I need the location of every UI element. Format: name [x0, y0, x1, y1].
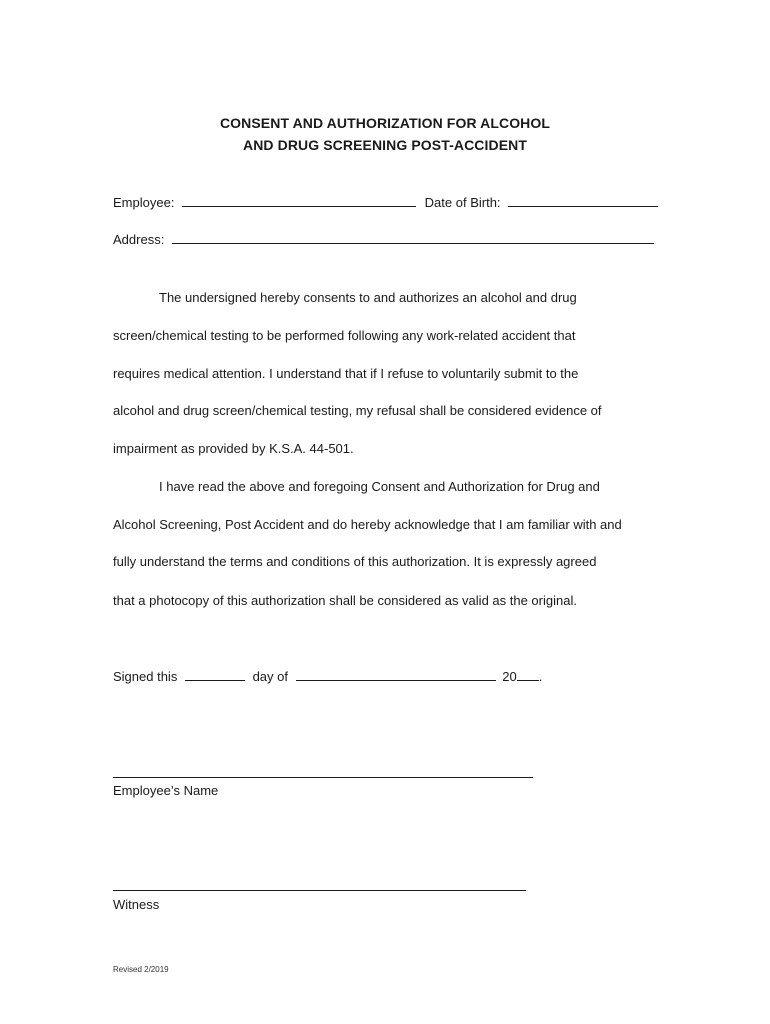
paragraph-1-line-3: requires medical attention. I understand that if I refuse to voluntarily submit to the: [113, 366, 579, 381]
address-row: [113, 231, 654, 249]
signed-day-field[interactable]: [185, 668, 245, 681]
revised-date: Revised 2/2019: [113, 965, 169, 974]
signed-this-label: Signed this: [113, 669, 178, 684]
paragraph-1-line-1: The undersigned hereby consents to and authorizes an alcohol and drug: [159, 290, 577, 305]
witness-signature-line[interactable]: [113, 890, 526, 891]
day-of-label: day of: [252, 669, 288, 684]
signed-year-field[interactable]: [517, 668, 539, 681]
paragraph-2-line-2: Alcohol Screening, Post Accident and do hereby acknowledge that I am familiar with and: [113, 517, 622, 532]
paragraph-2-line-4: that a photocopy of this authorization shall be considered as valid as the original.: [113, 593, 577, 608]
employee-name-signature-line[interactable]: [113, 777, 533, 778]
paragraph-1-line-5: impairment as provided by K.S.A. 44-501.: [113, 441, 354, 456]
paragraph-1-line-4: alcohol and drug screen/chemical testing, my refusal shall be considered evidence of: [113, 403, 602, 418]
employee-name-label: Employee’s Name: [113, 783, 219, 798]
dob-field[interactable]: [508, 194, 658, 207]
signed-period: .: [538, 669, 543, 684]
signed-month-field[interactable]: [296, 668, 496, 681]
signed-date-row: [113, 668, 542, 686]
employee-dob-row: [113, 194, 658, 212]
document-title-line-1: CONSENT AND AUTHORIZATION FOR ALCOHOL: [219, 115, 551, 131]
year-prefix: 20: [502, 669, 517, 684]
address-field[interactable]: [172, 231, 654, 244]
witness-label: Witness: [113, 897, 160, 912]
employee-field[interactable]: [182, 194, 416, 207]
dob-label: Date of Birth:: [424, 195, 501, 210]
employee-label: Employee:: [113, 195, 175, 210]
document-title-line-2: AND DRUG SCREENING POST-ACCIDENT: [243, 137, 527, 153]
address-label: Address:: [113, 232, 165, 247]
paragraph-2-line-3: fully understand the terms and conditions of this authorization. It is expressly agreed: [113, 554, 597, 569]
paragraph-1-line-2: screen/chemical testing to be performed following any work-related accident that: [113, 328, 576, 343]
paragraph-2-line-1: I have read the above and foregoing Consent and Authorization for Drug and: [159, 479, 600, 494]
